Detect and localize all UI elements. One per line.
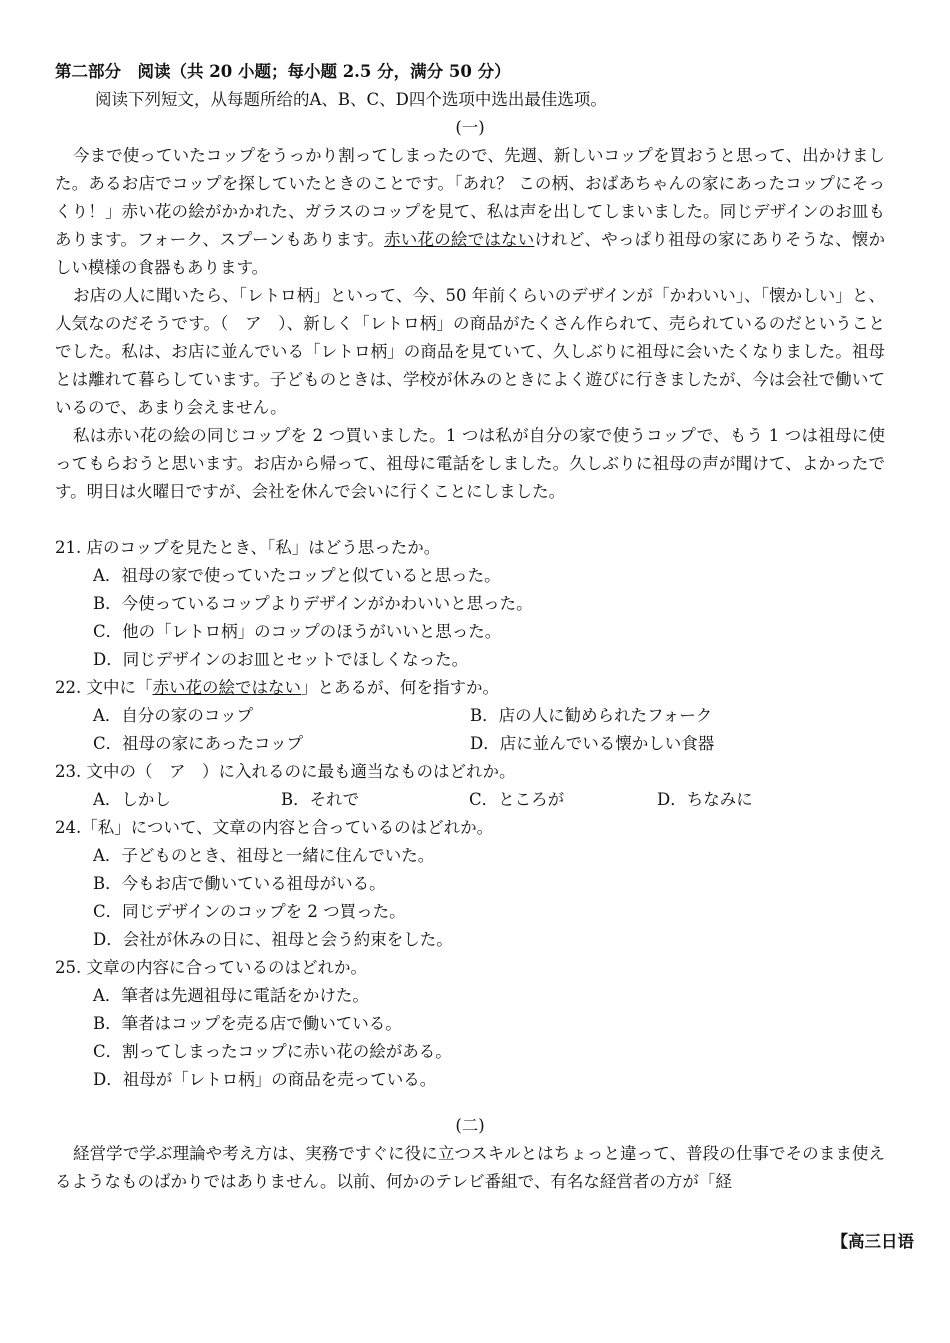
option-b: B．店の人に勧められたフォーク <box>470 706 713 725</box>
option-d: D．会社が休みの日に、祖母と会う約束をした。 <box>93 930 453 949</box>
passage-1-paragraph-2: お店の人に聞いたら、「レトロ柄」といって、今、50 年前くらいのデザインが「かわいい」、「懐かしい」と、人気なのだそうです。（ ア ）、新しく「レトロ柄」の商品がたくさん作られて、売られているのだということでした。私は、お店に並んでいる「レトロ柄」の商品を見ていて、久しぶりに祖母に会いたくなりました。祖母とは離れて暮らしています。子どものときは、学校が休みのときによく遊びに行きましたが、今は会社で働いているので、あまり会えません。 <box>55 286 885 417</box>
stem-pre: 22. 文中に「 <box>55 678 153 697</box>
question-21 <box>55 534 885 674</box>
underlined-phrase: 赤い花の絵ではない <box>384 230 535 249</box>
option-a: A．自分の家のコップ <box>93 706 254 725</box>
question-22 <box>55 674 885 758</box>
instruction: 阅读下列短文，从每题所给的A、B、C、D四个选项中选出最佳选项。 <box>95 90 607 109</box>
question-stem: 23. 文中の（ ア ）に入れるのに最も適当なものはどれか。 <box>55 762 516 781</box>
stem-underlined-phrase: 赤い花の絵ではない <box>152 678 301 697</box>
question-24 <box>55 814 885 954</box>
question-stem: 24.「私」について、文章の内容と合っているのはどれか。 <box>55 818 494 837</box>
option-c: C．同じデザインのコップを 2 つ買った。 <box>93 902 406 921</box>
part-heading: 第二部分 阅读（共 20 小题；每小题 2.5 分，满分 50 分） <box>55 62 511 81</box>
option-d: D．祖母が「レトロ柄」の商品を売っている。 <box>93 1070 437 1089</box>
exam-page <box>55 58 885 1196</box>
option-b: B．今使っているコップよりデザインがかわいいと思った。 <box>93 594 533 613</box>
option-c: C．他の「レトロ柄」のコップのほうがいいと思った。 <box>93 622 502 641</box>
spacer <box>55 506 885 534</box>
option-c: C．割ってしまったコップに赤い花の絵がある。 <box>93 1042 452 1061</box>
passage-1-paragraph-3: 私は赤い花の絵の同じコップを 2 つ買いました。1 つは私が自分の家で使うコップで、もう 1 つは祖母に使ってもらおうと思います。お店から帰って、祖母に電話をしました。久しぶりに祖母の声が聞けて、よかったです。明日は火曜日ですが、会社を休んで会いに行くことにしました。 <box>55 426 885 501</box>
option-a: A．子どものとき、祖母と一緒に住んでいた。 <box>93 846 435 865</box>
option-c: C．ところが <box>469 790 565 809</box>
passage-1-paragraph-1 <box>55 142 885 282</box>
paragraph-1-text-b: けれど、やっぱり祖母の家にありそうな、懐かしい模様の食器もあります。 <box>55 230 885 277</box>
paragraph-1-text-a: 今まで使っていたコップをうっかり割ってしまったので、先週、新しいコップを買おうと思って、出かけました。あるお店でコップを探していたときのことです。「あれ？ この柄、おばあちゃんの家にあったコップにそっくり！」赤い花の絵がかかれた、ガラスのコップを見て、私は声を出してしまいました。同じデザインのお皿もあります。フォーク、スプーンもあります。 <box>55 146 885 249</box>
question-stem <box>55 674 885 702</box>
question-stem: 21. 店のコップを見たとき、「私」はどう思ったか。 <box>55 538 441 557</box>
passage-2-number: (二) <box>455 1116 485 1135</box>
question-23 <box>55 758 885 814</box>
passage-2-paragraph-1: 経営学で学ぶ理論や考え方は、実務ですぐに役に立つスキルとはちょっと違って、普段の仕事でそのまま使えるようなものばかりではありません。以前、何かのテレビ番組で、有名な経営者の方が「経 <box>55 1144 885 1191</box>
option-d: D．店に並んでいる懐かしい食器 <box>470 734 715 753</box>
option-b: B．今もお店で働いている祖母がいる。 <box>93 874 386 893</box>
question-stem: 25. 文章の内容に合っているのはどれか。 <box>55 958 367 977</box>
option-d: D．ちなみに <box>657 790 753 809</box>
option-d: D．同じデザインのお皿とセットでほしくなった。 <box>93 650 469 669</box>
option-a: A．しかし <box>93 790 171 809</box>
option-a: A．祖母の家で使っていたコップと似ていると思った。 <box>93 566 501 585</box>
passage-1-number: (一) <box>455 118 485 137</box>
option-b: B．筆者はコップを売る店で働いている。 <box>93 1014 402 1033</box>
stem-post: 」とあるが、何を指すか。 <box>301 678 499 697</box>
footer-label: 【高三日语 <box>831 1232 914 1251</box>
question-25 <box>55 954 885 1094</box>
option-a: A．筆者は先週祖母に電話をかけた。 <box>93 986 369 1005</box>
option-b: B．それで <box>281 790 360 809</box>
option-c: C．祖母の家にあったコップ <box>93 734 304 753</box>
